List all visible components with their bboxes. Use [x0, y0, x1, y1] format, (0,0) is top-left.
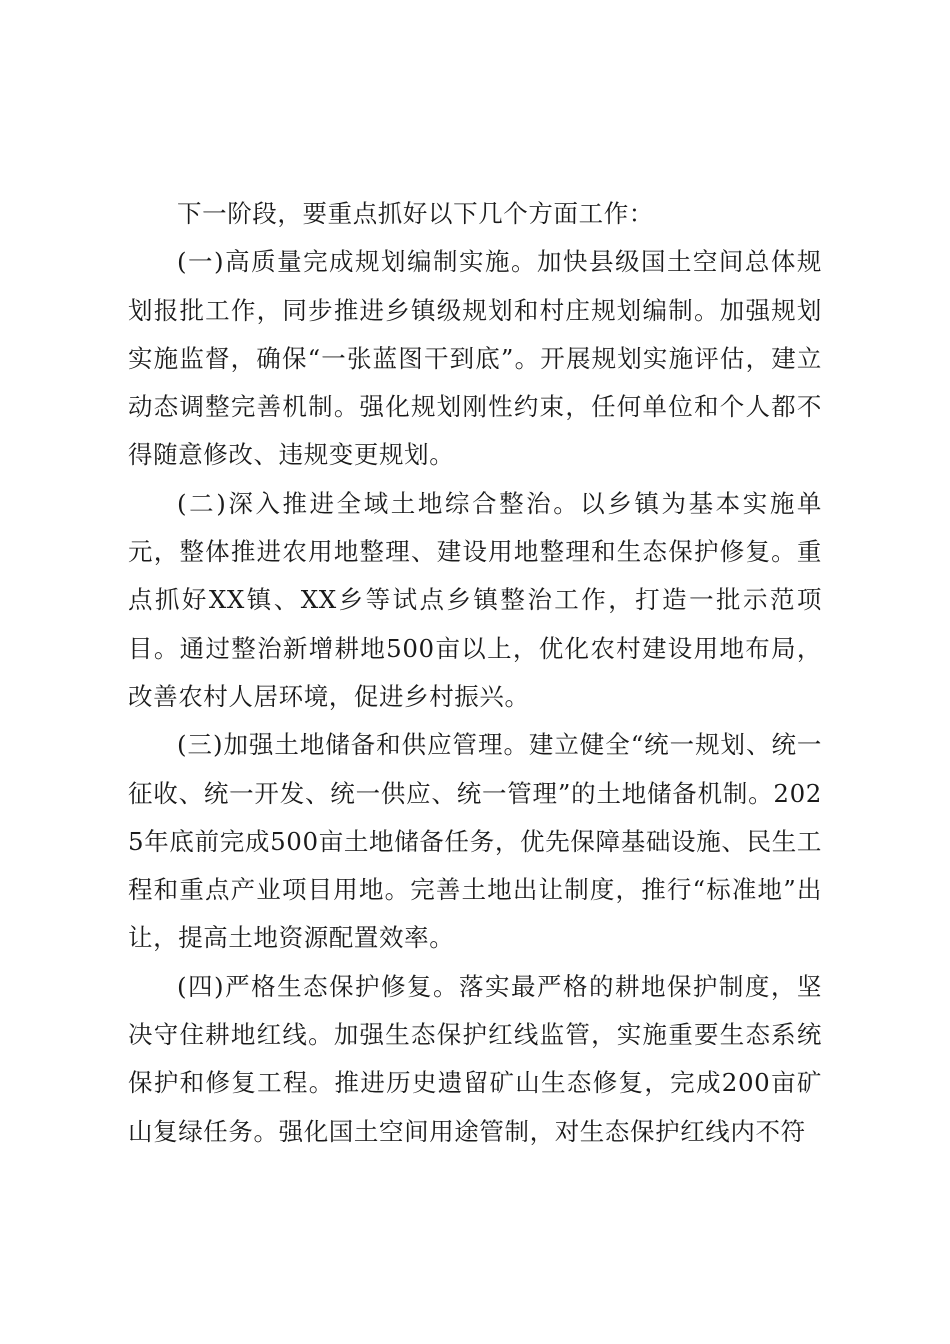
- paragraph-intro: 下一阶段，要重点抓好以下几个方面工作：: [177, 199, 654, 228]
- paragraph-section-2: (二)深入推进全域土地综合整治。以乡镇为基本实施单元，整体推进农用地整理、建设用地整理和生态保护修复。重点抓好XX镇、XX乡等试点乡镇整治工作，打造一批示范项目。通过整治新增耕地500亩以上，优化农村建设用地布局，改善农村人居环境，促进乡村振兴。: [128, 488, 822, 711]
- paragraph-section-1: (一)高质量完成规划编制实施。加快县级国土空间总体规划报批工作，同步推进乡镇级规划和村庄规划编制。加强规划实施监督，确保“一张蓝图干到底”。开展规划实施评估，建立动态调整完善机制。强化规划刚性约束，任何单位和个人都不得随意修改、违规变更规划。: [128, 247, 822, 470]
- paragraph-section-3: (三)加强土地储备和供应管理。建立健全“统一规划、统一征收、统一开发、统一供应、统一管理”的土地储备机制。2025年底前完成500亩土地储备任务，优先保障基础设施、民生工程和重点产业项目用地。完善土地出让制度，推行“标准地”出让，提高土地资源配置效率。: [128, 730, 822, 953]
- document-body: [128, 190, 822, 1156]
- paragraph-section-4: (四)严格生态保护修复。落实最严格的耕地保护制度，坚决守住耕地红线。加强生态保护红线监管，实施重要生态系统保护和修复工程。推进历史遗留矿山生态修复，完成200亩矿山复绿任务。强化国土空间用途管制，对生态保护红线内不符: [128, 971, 822, 1146]
